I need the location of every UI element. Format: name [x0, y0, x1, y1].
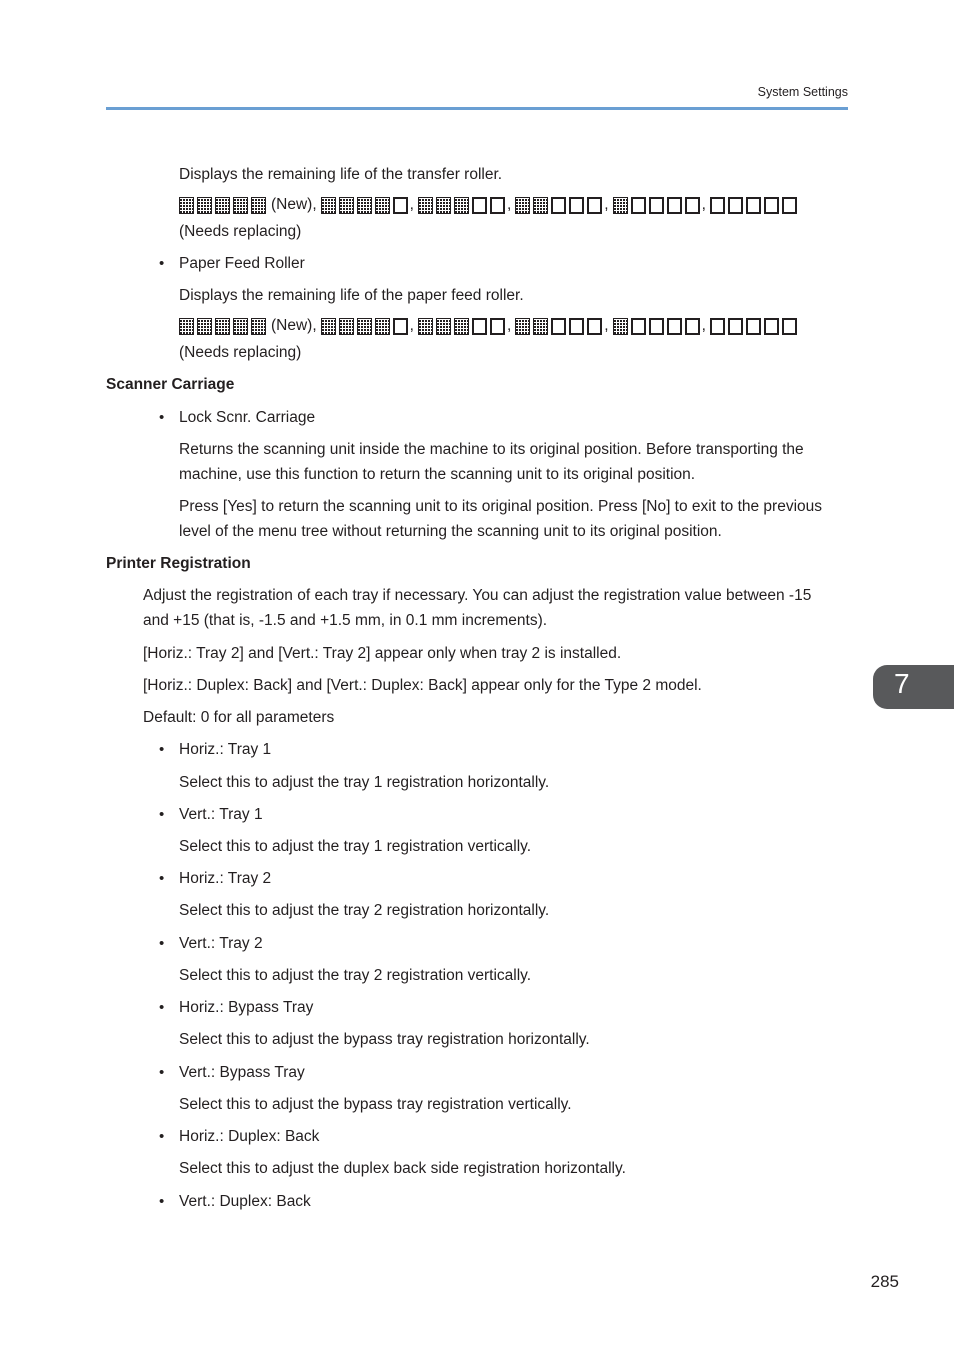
gauge-cell-full: [233, 197, 248, 214]
life-gauge-icon: [613, 318, 700, 335]
gauge-cell-empty: [685, 318, 700, 335]
life-gauge-icon: [613, 197, 700, 214]
gauge-cell-empty: [667, 318, 682, 335]
life-gauge-icon: [418, 318, 505, 335]
gauge-cell-full: [533, 197, 548, 214]
registration-intro-line1: Adjust the registration of each tray if necessary. You can adjust the registration value between -15: [143, 587, 812, 604]
bullet-dot: •: [159, 935, 165, 952]
registration-note-duplex: [Horiz.: Duplex: Back] and [Vert.: Duplex: Back] appear only for the Type 2 model.: [143, 677, 702, 694]
gauge-cell-empty: [746, 197, 761, 214]
scanner-para2-line2: level of the menu tree without returning the scanning unit to its original position.: [179, 523, 722, 540]
registration-note-tray2: [Horiz.: Tray 2] and [Vert.: Tray 2] appear only when tray 2 is installed.: [143, 645, 622, 662]
gauge-separator: ,: [604, 317, 609, 334]
reg-item-label: Horiz.: Duplex: Back: [179, 1128, 320, 1145]
gauge-cell-empty: [587, 197, 602, 214]
gauge-cell-full: [375, 197, 390, 214]
reg-item-label: Vert.: Tray 2: [179, 935, 263, 952]
reg-item-label: Vert.: Duplex: Back: [179, 1193, 311, 1210]
gauge-cell-empty: [472, 197, 487, 214]
gauge-cell-empty: [649, 318, 664, 335]
reg-item-desc: Select this to adjust the bypass tray registration vertically.: [179, 1096, 572, 1113]
gauge-cell-empty: [782, 318, 797, 335]
reg-item-desc: Select this to adjust the tray 2 registration vertically.: [179, 967, 532, 984]
gauge-cell-full: [418, 197, 433, 214]
gauge-cell-empty: [631, 318, 646, 335]
gauge-cell-full: [251, 197, 266, 214]
gauge-cell-full: [613, 197, 628, 214]
bullet-dot: •: [159, 1064, 165, 1081]
transfer-roller-gauge-row: [179, 194, 797, 216]
bullet-dot: •: [159, 870, 165, 887]
gauge-cell-full: [357, 197, 372, 214]
gauge-cell-full: [321, 197, 336, 214]
bullet-dot: •: [159, 1193, 165, 1210]
gauge-separator: ,: [701, 196, 706, 213]
gauge-cell-empty: [490, 318, 505, 335]
gauge-cell-empty: [764, 318, 779, 335]
reg-item-label: Horiz.: Tray 2: [179, 870, 272, 887]
gauge-cell-empty: [472, 318, 487, 335]
gauge-cell-empty: [710, 318, 725, 335]
gauge-cell-empty: [587, 318, 602, 335]
reg-item-desc: Select this to adjust the tray 1 registration horizontally.: [179, 774, 550, 791]
running-header-title: System Settings: [757, 85, 848, 99]
gauge-cell-empty: [569, 197, 584, 214]
scanner-para1-line2: machine, use this function to return the scanning unit to its original position.: [179, 466, 696, 483]
bullet-dot: •: [159, 999, 165, 1016]
gauge-cell-full: [321, 318, 336, 335]
reg-item-desc: Select this to adjust the duplex back side registration horizontally.: [179, 1160, 626, 1177]
gauge-separator: ,: [409, 196, 414, 213]
scanner-para1-line1: Returns the scanning unit inside the machine to its original position. Before transporting the: [179, 441, 804, 458]
bullet-dot: •: [159, 741, 165, 758]
gauge-cell-full: [215, 197, 230, 214]
gauge-cell-empty: [764, 197, 779, 214]
gauge-cell-full: [454, 318, 469, 335]
registration-default: Default: 0 for all parameters: [143, 709, 335, 726]
gauge-cell-empty: [685, 197, 700, 214]
printer-registration-heading: Printer Registration: [106, 555, 251, 572]
lock-scanner-carriage-item: Lock Scnr. Carriage: [179, 409, 316, 426]
gauge-cell-full: [339, 318, 354, 335]
reg-item-label: Vert.: Bypass Tray: [179, 1064, 305, 1081]
gauge-separator: ,: [506, 317, 512, 334]
life-gauge-icon: [321, 318, 408, 335]
paper-feed-description: Displays the remaining life of the paper feed roller.: [179, 287, 524, 304]
life-gauge-icon: [710, 318, 797, 335]
gauge-cell-full: [215, 318, 230, 335]
gauge-new-label: (New),: [271, 196, 317, 213]
life-gauge-icon: [710, 197, 797, 214]
reg-item-desc: Select this to adjust the tray 2 registration horizontally.: [179, 902, 550, 919]
life-gauge-icon: [179, 197, 266, 214]
gauge-cell-full: [179, 197, 194, 214]
gauge-cell-empty: [667, 197, 682, 214]
life-gauge-icon: [515, 318, 602, 335]
gauge-cell-empty: [569, 318, 584, 335]
gauge-cell-empty: [649, 197, 664, 214]
gauge-cell-empty: [631, 197, 646, 214]
gauge-separator: ,: [506, 196, 512, 213]
life-gauge-icon: [515, 197, 602, 214]
paper-feed-roller-item: Paper Feed Roller: [179, 255, 305, 272]
header-rule: [106, 107, 848, 110]
chapter-number: 7: [894, 668, 910, 699]
gauge-cell-full: [197, 318, 212, 335]
gauge-cell-empty: [551, 197, 566, 214]
gauge-cell-full: [357, 318, 372, 335]
gauge-cell-empty: [490, 197, 505, 214]
gauge-separator: ,: [409, 317, 414, 334]
life-gauge-icon: [321, 197, 408, 214]
reg-item-label: Vert.: Tray 1: [179, 806, 263, 823]
gauge-cell-full: [339, 197, 354, 214]
chapter-tab: [873, 665, 954, 709]
life-gauge-icon: [418, 197, 505, 214]
page-number: 285: [870, 1272, 899, 1291]
life-gauge-icon: [179, 318, 266, 335]
gauge-new-label: (New),: [271, 317, 317, 334]
gauge-cell-empty: [782, 197, 797, 214]
gauge-cell-full: [251, 318, 266, 335]
reg-item-label: Horiz.: Bypass Tray: [179, 999, 314, 1016]
gauge-cell-empty: [551, 318, 566, 335]
gauge-cell-full: [515, 197, 530, 214]
gauge-cell-empty: [746, 318, 761, 335]
gauge-cell-full: [533, 318, 548, 335]
gauge-cell-full: [375, 318, 390, 335]
gauge-cell-empty: [728, 318, 743, 335]
gauge-cell-full: [197, 197, 212, 214]
bullet-dot: •: [159, 255, 165, 272]
gauge-cell-full: [179, 318, 194, 335]
gauge-cell-empty: [728, 197, 743, 214]
gauge-cell-full: [515, 318, 530, 335]
scanner-para2-line1: Press [Yes] to return the scanning unit to its original position. Press [No] to exit to the previous: [179, 498, 823, 515]
bullet-dot: •: [159, 409, 165, 426]
gauge-cell-full: [436, 318, 451, 335]
bullet-dot: •: [159, 1128, 165, 1145]
gauge-cell-full: [418, 318, 433, 335]
gauge-cell-empty: [710, 197, 725, 214]
gauge-cell-full: [436, 197, 451, 214]
scanner-carriage-heading: Scanner Carriage: [106, 376, 235, 393]
registration-intro-line2: and +15 (that is, -1.5 and +1.5 mm, in 0.1 mm increments).: [143, 612, 548, 629]
gauge-cell-full: [233, 318, 248, 335]
gauge-cell-empty: [393, 318, 408, 335]
gauge-separator: ,: [604, 196, 609, 213]
paper-feed-gauge-row: [179, 315, 797, 337]
gauge-cell-full: [613, 318, 628, 335]
gauge-cell-full: [454, 197, 469, 214]
gauge-cell-empty: [393, 197, 408, 214]
gauge-separator: ,: [701, 317, 706, 334]
paper-feed-replace-label: (Needs replacing): [179, 344, 302, 361]
bullet-dot: •: [159, 806, 165, 823]
reg-item-label: Horiz.: Tray 1: [179, 741, 272, 758]
transfer-roller-description: Displays the remaining life of the transfer roller.: [179, 166, 503, 183]
transfer-roller-replace-label: (Needs replacing): [179, 223, 302, 240]
reg-item-desc: Select this to adjust the bypass tray registration horizontally.: [179, 1031, 590, 1048]
reg-item-desc: Select this to adjust the tray 1 registration vertically.: [179, 838, 532, 855]
